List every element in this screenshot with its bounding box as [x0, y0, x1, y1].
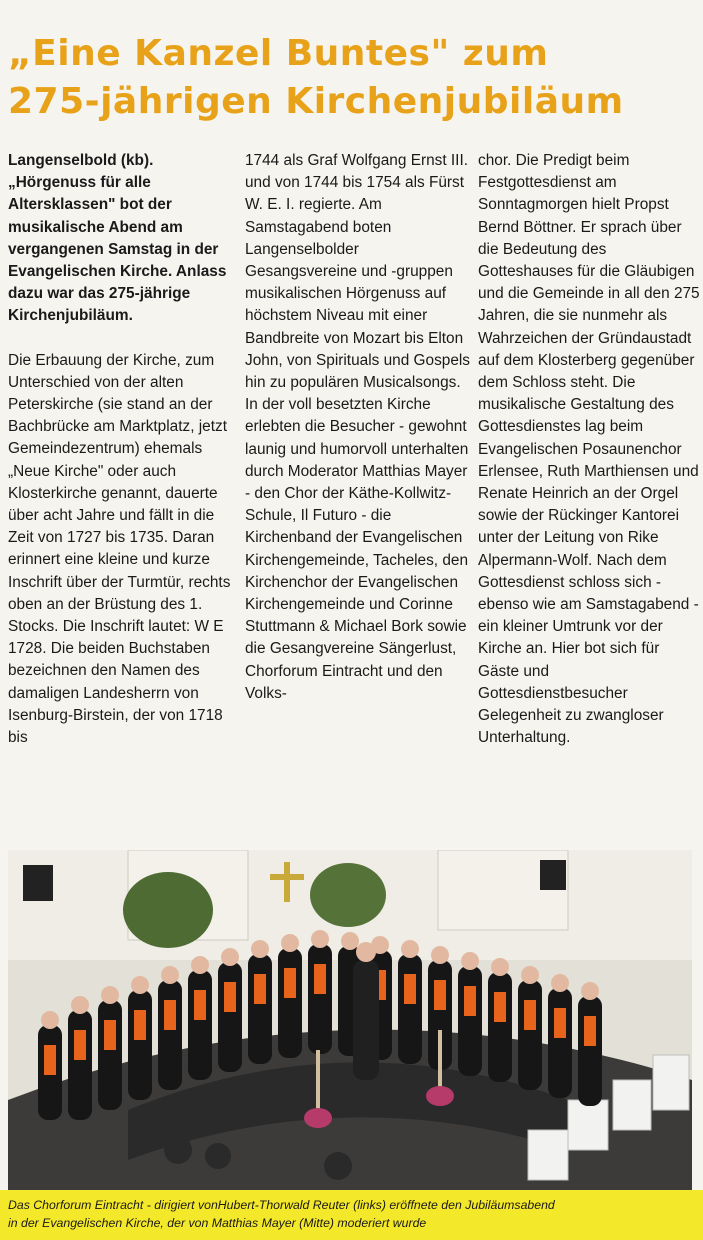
choir-photo	[8, 850, 692, 1190]
column-1-text: Die Erbauung der Kirche, zum Unterschied von der alten Peterskirche (sie stand an der Bachbrücke am Marktplatz, jetzt Gemeindezentrum) ehemals „Neue Kirche" oder auch Klosterkirche genannt, dauerte über acht Jahre und fällt in die Zeit von 1727 bis 1735. Daran erinnert eine kleine und kurze Inschrift über der Turmtür, rechts oben an der Brüstung des 1. Stocks. Die Inschrift lautet: W E 1728. Die beiden Buchstaben bezeichnen den Namen des damaligen Landesherrn von Isenburg-Birstein, der von 1718 bis	[8, 351, 231, 747]
caption-line-1: Das Chorforum Eintracht - dirigiert vonHubert-Thorwald Reuter (links) eröffnete den Jubiläumsabend	[8, 1198, 555, 1212]
column-3-text: chor. Die Predigt beim Festgottesdienst am Sonntagmorgen hielt Propst Bernd Böttner. Er sprach über die Bedeutung des Gotteshauses für die Gläubigen und die Gemeinde in all den 275 Jahren, die sie nunmehr als Wahrzeichen der Gründaustadt auf dem Klosterberg gegenüber dem Schloss steht. Die musikalische Gestaltung des Gottesdienstes lag beim Evangelischen Posaunenchor Erlensee, Ruth Marthiensen und Renate Heinrich an der Orgel sowie der Rückinger Kantorei unter der Leitung von Rike Alpermann-Wolf. Nach dem Gottesdienst schloss sich - ebenso wie am Samstagabend - ein kleiner Umtrunk vor der Kirche an. Hier bot sich für Gäste und Gottesdienstbesucher Gelegenheit zu zwangloser Unterhaltung.	[478, 152, 700, 747]
column-2-paragraph-2: In der voll besetzten Kirche erlebten die Besucher - gewohnt launig und humorvoll unterhalten durch Moderator Matthias Mayer - den Chor der Käthe-Kollwitz-Schule, Il Futuro - die Kirchenband der Evangelischen Kirchengemeinde, Tacheles, den Kirchenchor der Evangelischen Kirchengemeinde und Corinne Stuttmann & Michael Bork sowie die Gesangvereine Sängerlust, Chorforum Eintracht und den Volks-	[245, 396, 469, 702]
column-2	[245, 150, 473, 705]
caption-line-2: in der Evangelischen Kirche, der von Matthias Mayer (Mitte) moderiert wurde	[8, 1216, 427, 1230]
column-1	[8, 150, 236, 749]
headline-line-1: „Eine Kanzel Buntes" zum	[8, 33, 549, 74]
column-3	[478, 150, 700, 749]
headline-line-2: 275-jährigen Kirchenjubiläum	[8, 81, 624, 122]
article-lead: Langenselbold (kb). „Hörgenuss für alle Altersklassen" bot der musikalische Abend am vergangenen Samstag in der Evangelischen Kirche. Anlass dazu war das 275-jährige Kirchenjubiläum.	[8, 152, 227, 325]
choir-photo-illustration	[8, 850, 692, 1190]
photo-caption	[8, 1196, 698, 1232]
column-2-paragraph-1: 1744 als Graf Wolfgang Ernst III. und von 1744 bis 1754 als Fürst W. E. I. regierte. Am Samstagabend boten Langenselbolder Gesangsvereine und -gruppen musikalischen Hörgenuss auf höchstem Niveau mit einer Bandbreite von Mozart bis Elton John, von Spirituals und Gospels hin zu populären Musicalsongs.	[245, 152, 471, 392]
article-body	[8, 150, 698, 850]
article-headline	[8, 30, 698, 126]
